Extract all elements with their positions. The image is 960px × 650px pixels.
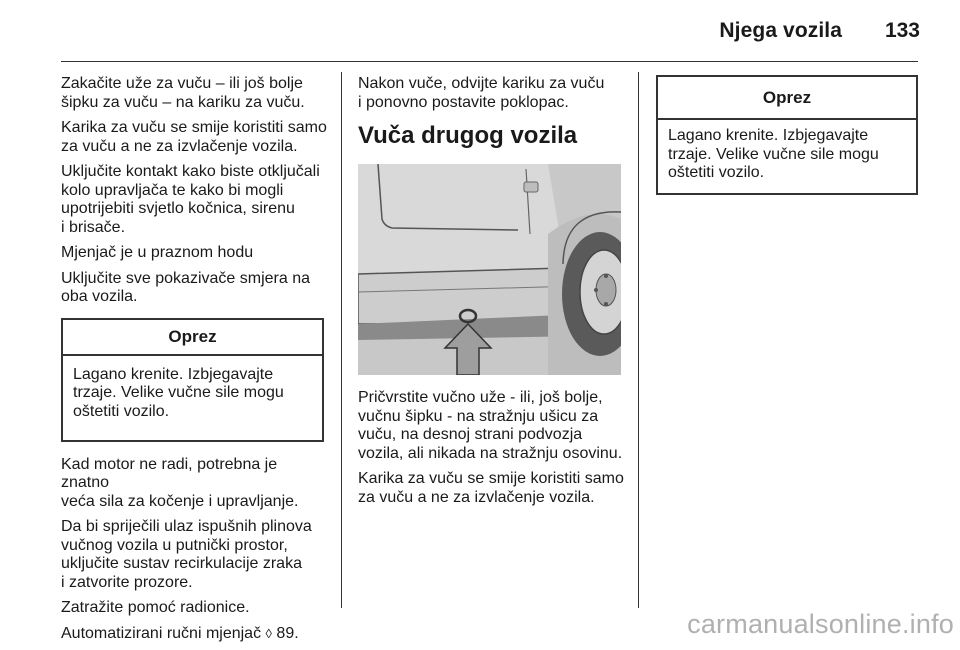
- paragraph-ignition: Uključite kontakt kako biste otključali kolo upravljača te kako bi mogli upotrijebiti svjetlo kočnica, sirenu i brisače.: [61, 163, 320, 236]
- automated-gearbox-text: Automatizirani ručni mjenjač: [61, 624, 262, 642]
- paragraph-after-towing: Nakon vuče, odvijte kariku za vuču i ponovno postavite poklopac.: [358, 75, 605, 111]
- right-column: [656, 75, 918, 195]
- watermark-text: carmanualsonline.info: [687, 609, 954, 639]
- column-divider-right: [638, 72, 639, 608]
- page-reference-link[interactable]: 89.: [276, 624, 299, 642]
- paragraph-engine-off: Kad motor ne radi, potrebna je znatno veća sila za kočenje i upravljanje.: [61, 455, 299, 510]
- paragraph-attach-rear-eye: Pričvrstite vučno uže - ili, još bolje, vučnu šipku - na stražnju ušicu za vuču, na desnoj strani podvozja vozila, ali nikada na stražnju osovinu.: [358, 389, 623, 462]
- page-number: 133: [884, 19, 920, 42]
- paragraph-neutral-gear: Mjenjač je u praznom hodu: [61, 244, 254, 261]
- paragraph-workshop-help: Zatražite pomoć radionice.: [61, 599, 250, 616]
- running-header-title: Njega vozila: [719, 19, 842, 42]
- caution-title: Oprez: [63, 320, 322, 356]
- middle-column: [358, 75, 628, 514]
- paragraph-hazard-lights: Uključite sve pokazivače smjera na oba vozila.: [61, 269, 310, 305]
- paragraph-towing-eye-use: Karika za vuču se smije koristiti samo za vuču a ne za izvlačenje vozila.: [61, 119, 327, 155]
- left-column: [61, 75, 327, 650]
- caution-text-2: Lagano krenite. Izbjegavajte trzaje. Velike vučne sile mogu oštetiti vozilo.: [668, 127, 879, 181]
- column-divider-left: [341, 72, 342, 608]
- section-heading: Vuča drugog vozila: [358, 122, 578, 149]
- caution-box-2: [656, 75, 918, 195]
- paragraph-attach-rope: Zakačite uže za vuču – ili još bolje šipku za vuču – na kariku za vuču.: [61, 75, 305, 111]
- page-reference-arrow-icon: ◊: [265, 625, 272, 641]
- paragraph-exhaust-gases: Da bi spriječili ulaz ispušnih plinova vučnog vozila u putnički prostor, uključite sustav recirkulacije zraka i zatvorite prozore.: [61, 518, 312, 591]
- caution-text: Lagano krenite. Izbjegavajte trzaje. Velike vučne sile mogu oštetiti vozilo.: [73, 365, 284, 420]
- header-divider: [61, 61, 918, 62]
- towing-eye-rear-illustration-icon: [358, 164, 621, 375]
- caution-title-2: Oprez: [658, 77, 916, 120]
- paragraph-towing-eye-use-2: Karika za vuču se smije koristiti samo za vuču a ne za izvlačenje vozila.: [358, 470, 624, 506]
- caution-box: [61, 318, 324, 442]
- paragraph-automated-gearbox: [61, 625, 327, 644]
